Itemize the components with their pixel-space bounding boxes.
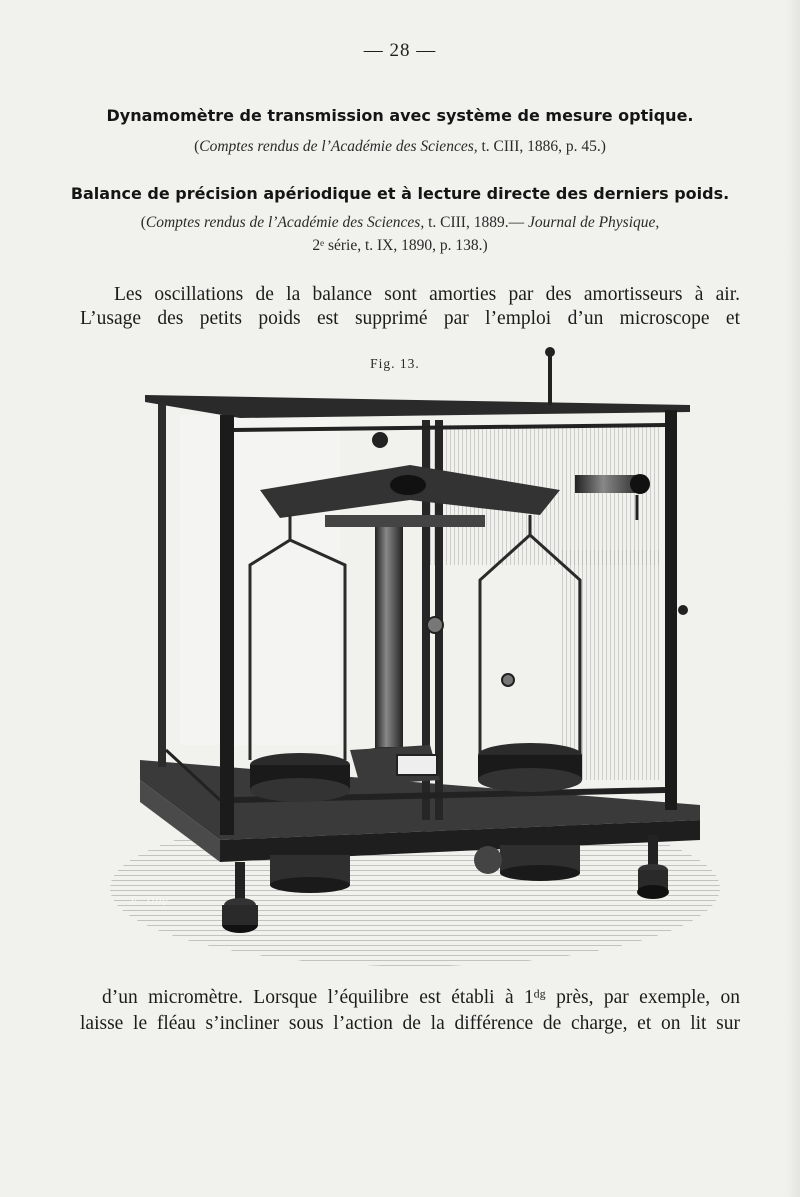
beam-support-arm: [325, 515, 485, 527]
ref-journal-physique: Journal de Physique,: [527, 214, 660, 231]
page-number: — 28 —: [363, 40, 437, 61]
section-reference-balance-line2: 2ᵉ série, t. IX, 1890, p. 138.): [312, 237, 488, 254]
ref-open-paren: (: [140, 214, 146, 231]
ref-open-paren: (: [194, 138, 200, 155]
side-knob: [678, 605, 688, 615]
engraver-signature: E. Tilly: [130, 893, 168, 908]
balance-column: [375, 520, 403, 750]
support-cylinder-left: [270, 855, 350, 893]
section-reference-dynamometre: [0, 138, 800, 156]
balance-illustration: [110, 340, 730, 970]
cabinet-post-front-left: [220, 415, 234, 835]
cabinet-top: [145, 395, 690, 418]
weighing-pan-left: [250, 753, 350, 802]
ref-journal: Comptes rendus de l’Académie des Sciences,: [145, 214, 425, 231]
weighing-pan-right: [478, 743, 582, 792]
section-reference-balance-line1: [0, 214, 800, 232]
cabinet-post-back-left: [158, 402, 166, 767]
release-rod: [545, 347, 555, 405]
section-title-dynamometre: Dynamomètre de transmission avec système de mesure optique.: [106, 106, 694, 125]
figure-engraving-balance: [110, 340, 730, 970]
paragraph-line: Les oscillations de la balance sont amorties par des amortisseurs à air.: [114, 284, 740, 305]
adjustment-knob: [502, 674, 514, 686]
adjustment-knob: [372, 432, 388, 448]
adjustment-knob: [427, 617, 443, 633]
ref-journal: Comptes rendus de l’Académie des Sciences,: [199, 138, 478, 155]
ref-volume: t. CIII, 1889.—: [424, 214, 528, 231]
paragraph-line: laisse le fléau s’incliner sous l’action de la différence de charge, et on lit sur: [80, 1013, 740, 1034]
paragraph-line: L’usage des petits poids est supprimé par l’emploi d’un microscope et: [80, 308, 740, 329]
cabinet-back-glass-left: [180, 415, 340, 745]
paragraph-line: d’un micromètre. Lorsque l’équilibre est établi à 1ᵈᵍ près, par exemple, on: [102, 987, 740, 1008]
page-edge-shadow: [786, 0, 800, 1197]
section-title-balance: Balance de précision apériodique et à lecture directe des derniers poids.: [70, 184, 730, 203]
cabinet-back-glass-right-lower: [560, 550, 660, 780]
beam-knife-edge: [390, 475, 426, 495]
cabinet-post-front-right: [665, 410, 677, 810]
figure-caption: Fig. 13.: [370, 356, 420, 371]
reading-scale-plate: [397, 755, 437, 775]
ref-volume: t. CIII, 1886, p. 45.): [477, 138, 606, 155]
